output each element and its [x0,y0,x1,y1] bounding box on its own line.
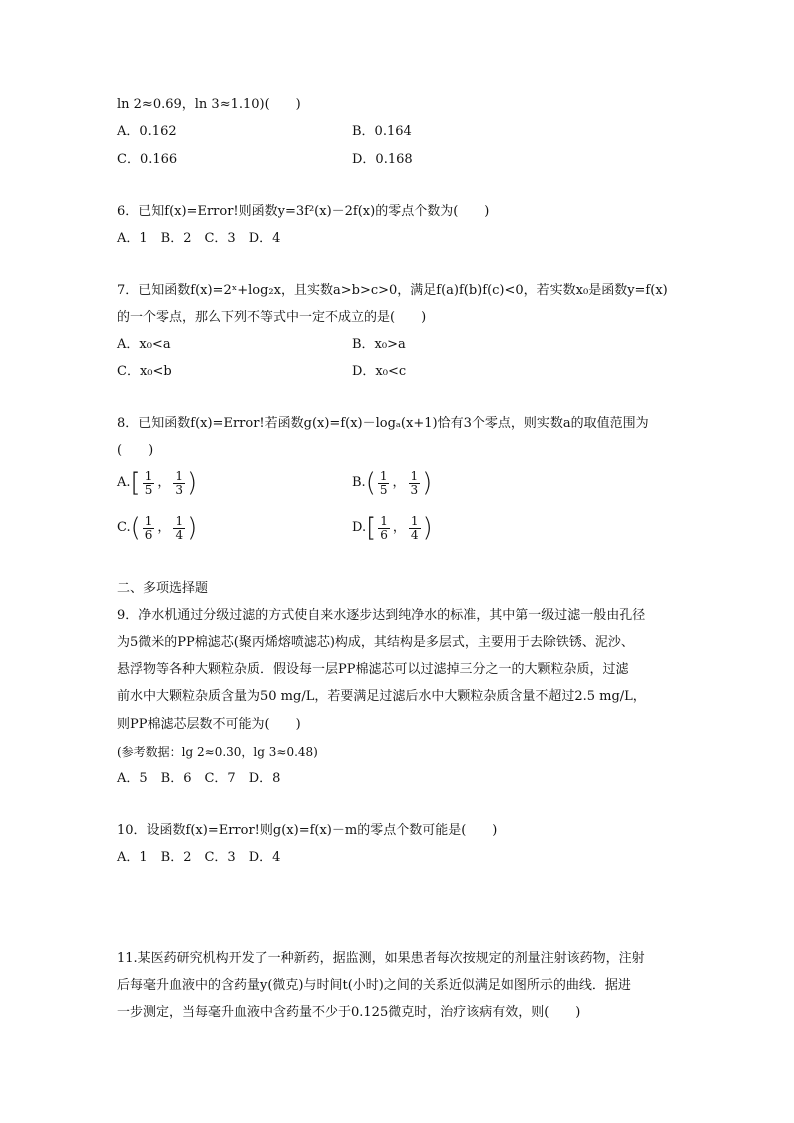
q8-option-a-label: A. [117,475,131,490]
q8-option-a: A.[ $\frac{1}{5}$ ， $\frac{1}{3}$ ) [117,468,198,498]
q11-stem-line-3: 一步测定，当每毫升血液中含药量不少于0.125微克时，治疗该病有效，则( ) [117,1005,581,1020]
q8-option-d-open-bracket: [ [366,513,377,543]
q5-option-c: C．0.166 [117,152,178,167]
q8-option-d-upper-denominator: 4 [410,527,419,542]
q8-option-a-upper-denominator: 3 [175,482,183,497]
q8-option-b-upper-numerator: 1 [410,468,419,483]
q8-option-c: C.( $\frac{1}{6}$ ， $\frac{1}{4}$ ) [117,513,198,543]
q8-option-d-upper-fraction [409,515,421,542]
q8-option-d-close-bracket: ) [422,513,433,543]
q8-option-c-upper-numerator: 1 [175,513,184,528]
q8-option-b-label: B. [352,475,366,490]
q9-stem-line-1: 9．净水机通过分级过滤的方式使自来水逐步达到纯净水的标准，其中第一级过滤一般由孔径 [117,608,646,623]
q8-option-b-upper-fraction [409,470,421,497]
section-title-multiple-choice: 二、多项选择题 [117,581,209,596]
q8-option-a-close-bracket: ) [186,468,198,498]
q8-option-a-lower-numerator: 1 [144,468,153,483]
q8-option-d-lower-denominator: 6 [380,527,388,542]
q8-option-a-open-bracket: [ [130,468,141,498]
q8-option-c-lower-fraction [143,515,155,542]
q8-option-b-open-bracket: ( [365,468,376,498]
q8-option-d: D.[ $\frac{1}{6}$ ， $\frac{1}{4}$ ) [352,513,433,543]
q7-option-c: C．x₀<b [117,364,172,379]
q8-option-d-lower-fraction [378,515,390,542]
q8-option-d-lower-numerator: 1 [380,513,388,528]
q8-option-a-lower-denominator: 5 [144,482,153,497]
q7-stem-line-2: 的一个零点，那么下列不等式中一定不成立的是( ) [117,310,427,325]
q8-option-d-upper-numerator: 1 [410,513,419,528]
q8-option-b-upper-denominator: 3 [410,482,419,497]
q8-stem-line-1: 8．已知函数f(x)=Error!若函数g(x)=f(x)－logₐ(x+1)恰有3个零点，则实数a的取值范围为 [117,416,649,431]
q7-stem-line-1: 7．已知函数f(x)=2ˣ+log₂x，且实数a>b>c>0，满足f(a)f(b)f(c)<0，若实数x₀是函数y=f(x) [117,283,668,298]
q5-tail-text: ln 2≈0.69，ln 3≈1.10)( ) [117,97,301,112]
q8-option-b-lower-fraction [378,470,390,497]
q8-option-c-upper-fraction [173,515,185,542]
q9-stem-line-2: 为5微米的PP棉滤芯(聚丙烯熔喷滤芯)构成，其结构是多层式，主要用于去除铁锈、泥沙、 [117,635,634,650]
q8-option-a-upper-numerator: 1 [175,468,183,483]
q8-stem-line-2: ( ) [117,443,154,458]
q7-option-d: D．x₀<c [352,364,407,379]
q9-reference-data: (参考数据：lg 2≈0.30，lg 3≈0.48) [117,745,318,759]
q6-stem: 6．已知f(x)=Error!则函数y=3f²(x)－2f(x)的零点个数为( ) [117,204,490,219]
q8-option-a-upper-fraction [173,470,185,497]
q5-option-a: A．0.162 [117,124,177,139]
q8-option-b-lower-denominator: 5 [379,482,388,497]
q7-option-b: B．x₀>a [352,337,406,352]
q5-option-b: B．0.164 [352,124,412,139]
q5-option-d: D．0.168 [352,152,413,167]
q7-option-a: A．x₀<a [117,337,171,352]
q10-stem: 10．设函数f(x)=Error!则g(x)=f(x)－m的零点个数可能是( ) [117,823,498,838]
q9-stem-line-5: 则PP棉滤芯层数不可能为( ) [117,717,301,732]
q6-options: A．1 B．2 C．3 D．4 [117,231,281,246]
q9-stem-line-3: 悬浮物等各种大颗粒杂质．假设每一层PP棉滤芯可以过滤掉三分之一的大颗粒杂质，过滤 [117,662,629,677]
q8-option-c-lower-numerator: 1 [144,513,153,528]
q8-option-b: B.( $\frac{1}{5}$ ， $\frac{1}{3}$ ) [352,468,433,498]
q9-stem-line-4: 前水中大颗粒杂质含量为50 mg/L，若要满足过滤后水中大颗粒杂质含量不超过2.5 mg/L， [117,689,646,704]
q8-option-d-label: D. [352,520,367,535]
q8-option-c-close-bracket: ) [187,513,198,543]
q8-option-c-upper-denominator: 4 [175,527,184,542]
q11-stem-line-1: 11.某医药研究机构开发了一种新药，据监测，如果患者每次按规定的剂量注射该药物，注射 [117,951,645,966]
q8-option-b-lower-numerator: 1 [379,468,388,483]
q9-options: A．5 B．6 C．7 D．8 [117,771,281,786]
q8-option-c-open-bracket: ( [130,513,141,543]
q8-option-b-close-bracket: ) [422,468,433,498]
q8-option-a-lower-fraction [143,470,155,497]
q11-stem-line-2: 后每毫升血液中的含药量y(微克)与时间t(小时)之间的关系近似满足如图所示的曲线．据进 [117,978,631,993]
q10-options: A．1 B．2 C．3 D．4 [117,850,281,865]
q8-option-c-label: C. [117,520,131,535]
q8-option-c-lower-denominator: 6 [144,527,153,542]
